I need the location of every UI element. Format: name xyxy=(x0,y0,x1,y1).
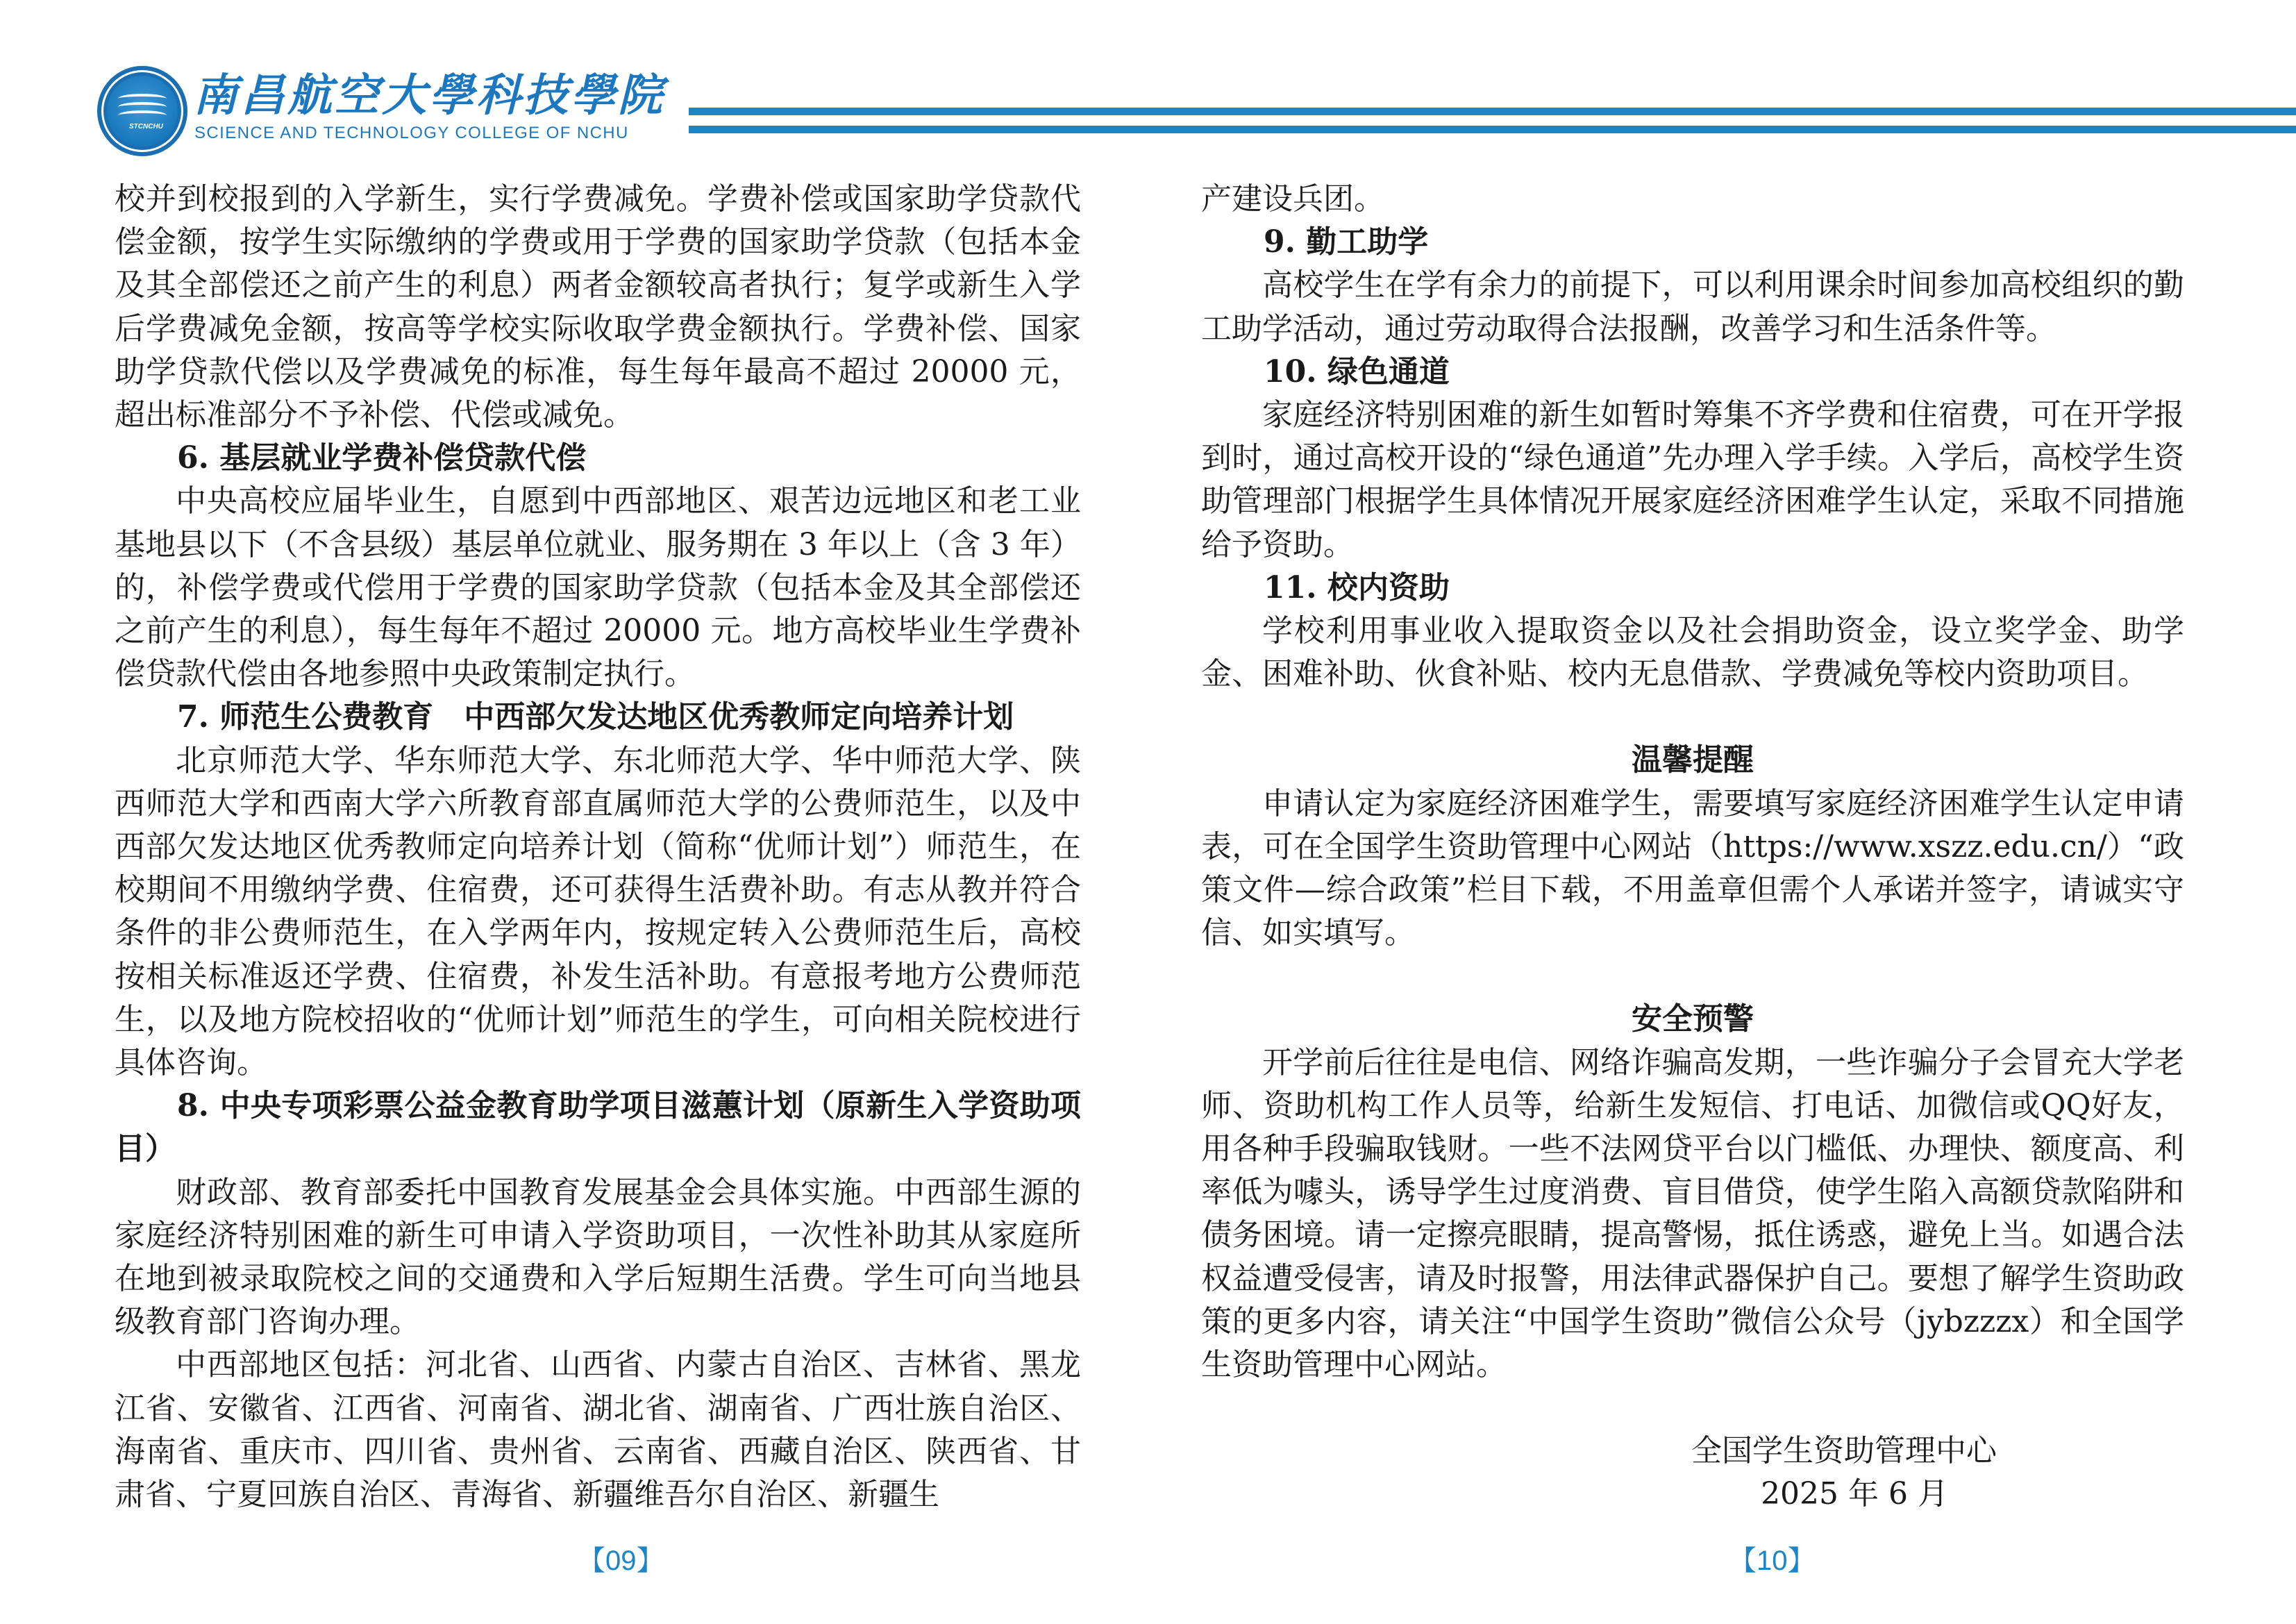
section-heading-7: 7. 师范生公费教育 中西部欠发达地区优秀教师定向培养计划 xyxy=(177,699,1014,735)
college-emblem-icon xyxy=(97,66,187,156)
paragraph-continuation: 产建设兵团。 xyxy=(1201,181,1384,217)
right-page-column xyxy=(1201,178,2184,1516)
emblem-text: STCNCHU xyxy=(129,123,163,131)
left-page-column xyxy=(115,178,1081,1516)
header-stripe-top xyxy=(689,108,2296,115)
reminder-title: 温馨提醒 xyxy=(1632,742,1754,778)
warning-text: 开学前后往往是电信、网络诈骗高发期，一些诈骗分子会冒充大学老师、资助机构工作人员等，给新生发短信、打电话、加微信或QQ好友，用各种手段骗取钱财。一些不法网贷平台以门槛低、办理快、额度高、利率低为噱头，诱导学生过度消费、盲目借贷，使学生陷入高额贷款陷阱和债务困境。请一定擦亮眼睛，提高警惕，抵住诱惑，避免上当。如遇合法权益遭受侵害，请及时报警，用法律武器保护自己。要想了解学生资助政策的更多内容，请关注“中国学生资助”微信公众号（jybzzzx）和全国学生资助管理中心网站。 xyxy=(1201,1044,2184,1383)
paragraph: 中央高校应届毕业生，自愿到中西部地区、艰苦边远地区和老工业基地县以下（不含县级）基层单位就业、服务期在 3 年以上（含 3 年）的，补偿学费或代偿用于学费的国家助学贷款（包括本金及其全部偿还之前产生的利息），每生每年不超过 20000 元。地方高校毕业生学费补偿贷款代偿由各地参照中央政策制定执行。 xyxy=(115,483,1081,692)
paragraph: 高校学生在学有余力的前提下，可以利用课余时间参加高校组织的勤工助学活动，通过劳动取得合法报酬，改善学习和生活条件等。 xyxy=(1201,267,2184,346)
college-name-en: SCIENCE AND TECHNOLOGY COLLEGE OF NCHU xyxy=(194,124,629,142)
page-header xyxy=(0,0,2296,160)
paragraph: 北京师范大学、华东师范大学、东北师范大学、华中师范大学、陕西师范大学和西南大学六所教育部直属师范大学的公费师范生，以及中西部欠发达地区优秀教师定向培养计划（简称“优师计划”）师范生，在校期间不用缴纳学费、住宿费，还可获得生活费补助。有志从教并符合条件的非公费师范生，在入学两年内，按规定转入公费师范生后，高校按相关标准返还学费、住宿费，补发生活补助。有意报考地方公费师范生，以及地方院校招收的“优师计划”师范生的学生，可向相关院校进行具体咨询。 xyxy=(115,742,1081,1081)
warning-title: 安全预警 xyxy=(1632,1001,1754,1037)
signature-organization: 全国学生资助管理中心 xyxy=(1691,1433,1997,1469)
spacer xyxy=(1201,955,2184,998)
paragraph: 家庭经济特别困难的新生如暂时筹集不齐学费和住宿费，可在开学报到时，通过高校开设的“绿色通道”先办理入学手续。入学后，高校学生资助管理部门根据学生具体情况开展家庭经济困难学生认定，采取不同措施给予资助。 xyxy=(1201,397,2184,562)
header-stripe-bottom xyxy=(689,126,2296,133)
page-number-right: 【10】 xyxy=(1729,1546,1816,1576)
paragraph: 中西部地区包括：河北省、山西省、内蒙古自治区、吉林省、黑龙江省、安徽省、江西省、河南省、湖北省、湖南省、广西壮族自治区、海南省、重庆市、四川省、贵州省、云南省、西藏自治区、陕西省、甘肃省、宁夏回族自治区、青海省、新疆维吾尔自治区、新疆生 xyxy=(115,1347,1081,1513)
paragraph: 校并到校报到的入学新生，实行学费减免。学费补偿或国家助学贷款代偿金额，按学生实际缴纳的学费或用于学费的国家助学贷款（包括本金及其全部偿还之前产生的利息）两者金额较高者执行；复学或新生入学后学费减免金额，按高等学校实际收取学费金额执行。学费补偿、国家助学贷款代偿以及学费减免的标准，每生每年最高不超过 20000 元，超出标准部分不予补偿、代偿或减免。 xyxy=(115,181,1081,433)
section-heading-11: 11. 校内资助 xyxy=(1264,569,1450,605)
section-heading-6: 6. 基层就业学费补偿贷款代偿 xyxy=(177,440,587,476)
signature-date: 2025 年 6 月 xyxy=(1761,1476,1948,1512)
page-number-left: 【09】 xyxy=(578,1546,664,1576)
section-heading-10: 10. 绿色通道 xyxy=(1264,353,1450,390)
spacer xyxy=(1201,1387,2184,1430)
spacer xyxy=(1201,696,2184,739)
section-heading-9: 9. 勤工助学 xyxy=(1264,224,1429,260)
paragraph: 学校利用事业收入提取资金以及社会捐助资金，设立奖学金、助学金、困难补助、伙食补贴、校内无息借款、学费减免等校内资助项目。 xyxy=(1201,613,2184,692)
college-name-cn: 南昌航空大學科技學院 xyxy=(193,69,665,122)
section-heading-8: 8. 中央专项彩票公益金教育助学项目滋蕙计划（原新生入学资助项目） xyxy=(115,1088,1081,1167)
paragraph: 财政部、教育部委托中国教育发展基金会具体实施。中西部生源的家庭经济特别困难的新生可申请入学资助项目，一次性补助其从家庭所在地到被录取院校之间的交通费和入学后短期生活费。学生可向当地县级教育部门咨询办理。 xyxy=(115,1174,1081,1340)
reminder-text: 申请认定为家庭经济困难学生，需要填写家庭经济困难学生认定申请表，可在全国学生资助管理中心网站（https://www.xszz.edu.cn/）“政策文件—综合政策”栏目下载，不用盖章但需个人承诺并签字，请诚实守信、如实填写。 xyxy=(1201,785,2184,951)
